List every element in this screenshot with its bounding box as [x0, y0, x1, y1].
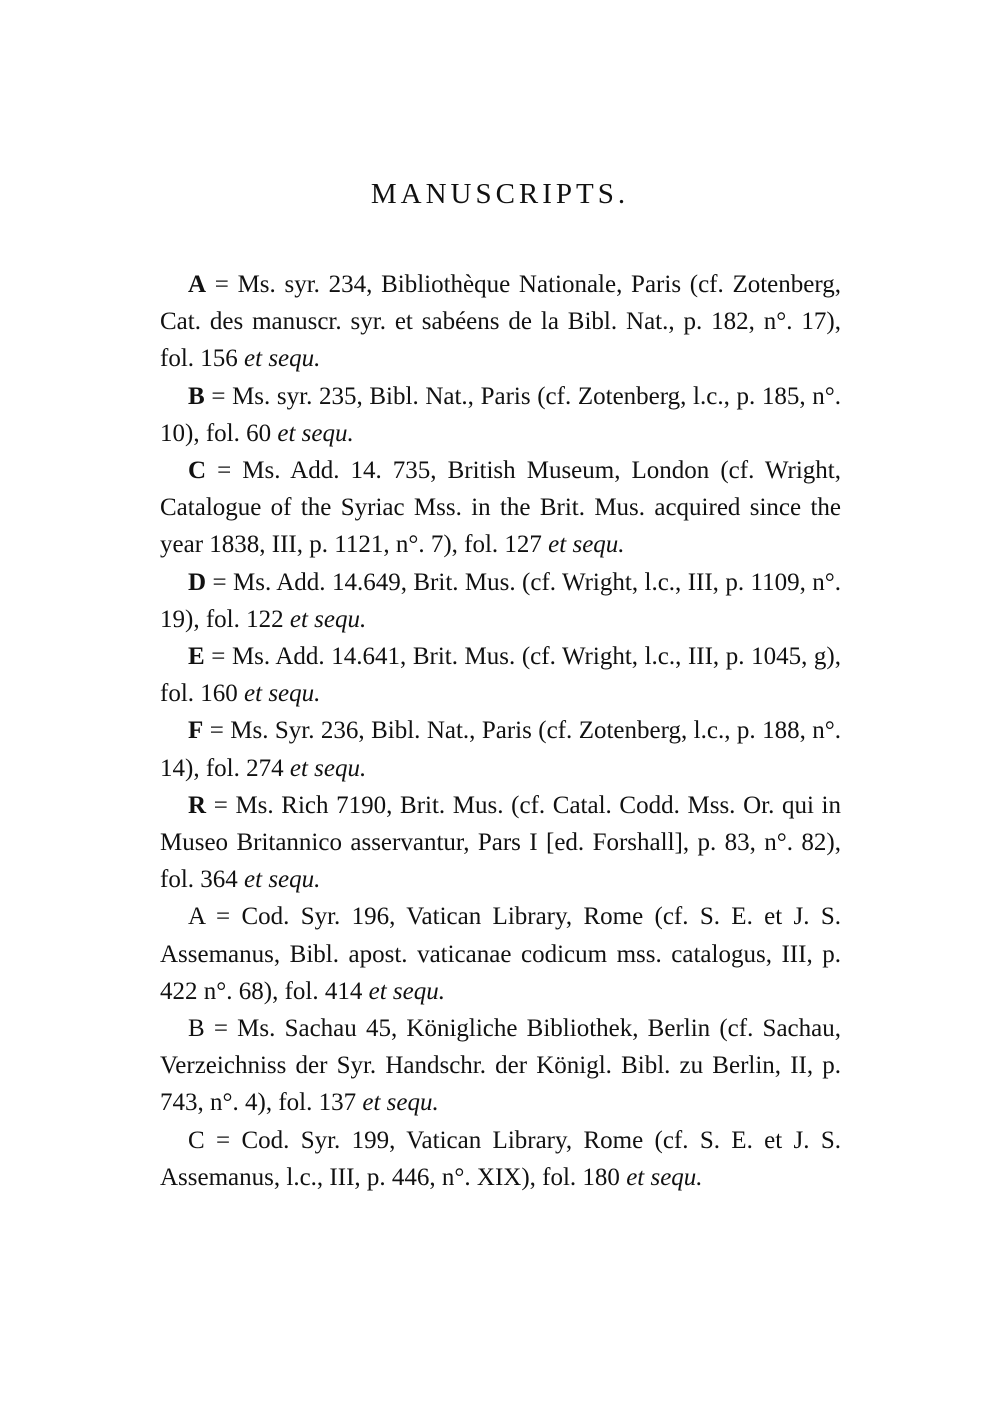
entry-italic: et sequ.: [548, 531, 625, 559]
entry-text: = Ms. syr. 235, Bibl. Nat., Paris (cf. Zotenberg, l.c., p. 185, n°. 10), fol. 60: [160, 382, 841, 447]
manuscript-entry-c: [160, 452, 841, 564]
siglum: E: [188, 643, 205, 671]
entry-italic: et sequ.: [244, 866, 321, 894]
siglum: C: [188, 457, 207, 485]
siglum: R: [188, 791, 207, 819]
page-title: MANUSCRIPTS.: [370, 178, 630, 210]
siglum: A: [188, 271, 207, 298]
entry-text: = Cod. Syr. 196, Vatican Library, Rome (cf. S. E. et J. S. Assemanus, Bibl. apost. vaticanae codicum mss. catalogus, III, p. 422 n°. 68), fol. 414: [160, 903, 841, 1005]
siglum: B: [188, 382, 205, 410]
manuscript-entry-e: [160, 638, 841, 712]
manuscript-entry-f: [160, 712, 841, 786]
entry-italic: et sequ.: [244, 345, 321, 373]
entry-italic: et sequ.: [289, 754, 367, 782]
entry-italic: et sequ.: [289, 605, 367, 633]
manuscript-list: [160, 266, 841, 1196]
entry-italic: et sequ.: [244, 680, 321, 708]
entry-text: = Ms. syr. 234, Bibliothèque Nationale, Paris (cf. Zotenberg, Cat. des manuscr. syr. et sabéens de la Bibl. Nat., p. 182, n°. 17), fol. 156: [160, 271, 841, 373]
entry-italic: et sequ.: [362, 1089, 439, 1117]
siglum: B: [188, 1015, 205, 1043]
manuscript-entry-a: [160, 266, 841, 378]
manuscript-entry-c-vatican: [160, 1122, 841, 1196]
entry-text: = Cod. Syr. 199, Vatican Library, Rome (cf. S. E. et J. S. Assemanus, l.c., III, p. 446, n°. XIX), fol. 180: [160, 1126, 841, 1191]
entry-text: = Ms. Add. 14.649, Brit. Mus. (cf. Wright, l.c., III, p. 1109, n°. 19), fol. 122: [160, 568, 841, 633]
siglum: D: [188, 568, 207, 596]
siglum: C: [188, 1126, 205, 1154]
siglum: F: [188, 717, 204, 745]
manuscript-entry-d: [160, 564, 841, 638]
entry-italic: et sequ.: [277, 419, 354, 447]
manuscript-entry-r: [160, 787, 841, 899]
siglum: A: [188, 903, 205, 931]
manuscript-entry-a-vatican: [160, 898, 841, 1010]
entry-text: = Ms. Add. 14.641, Brit. Mus. (cf. Wright, l.c., III, p. 1045, g), fol. 160: [160, 643, 841, 708]
entry-italic: et sequ.: [368, 977, 445, 1005]
entry-text: = Ms. Sachau 45, Königliche Bibliothek, Berlin (cf. Sachau, Verzeichniss der Syr. Handschr. der Königl. Bibl. zu Berlin, II, p. 743, n°. 4), fol. 137: [160, 1015, 841, 1117]
entry-text: = Ms. Add. 14. 735, British Museum, London (cf. Wright, Catalogue of the Syriac Mss. in the Brit. Mus. acquired since the year 1838, III, p. 1121, n°. 7), fol. 127: [160, 457, 841, 559]
manuscript-entry-b-berlin: [160, 1010, 841, 1122]
entry-italic: et sequ.: [626, 1163, 703, 1191]
entry-text: = Ms. Rich 7190, Brit. Mus. (cf. Catal. Codd. Mss. Or. qui in Museo Britannico asservantur, Pars I [ed. Forshall], p. 83, n°. 82), fol. 364: [160, 791, 841, 894]
manuscript-entry-b: [160, 378, 841, 452]
entry-text: = Ms. Syr. 236, Bibl. Nat., Paris (cf. Zotenberg, l.c., p. 188, n°. 14), fol. 274: [160, 717, 841, 782]
